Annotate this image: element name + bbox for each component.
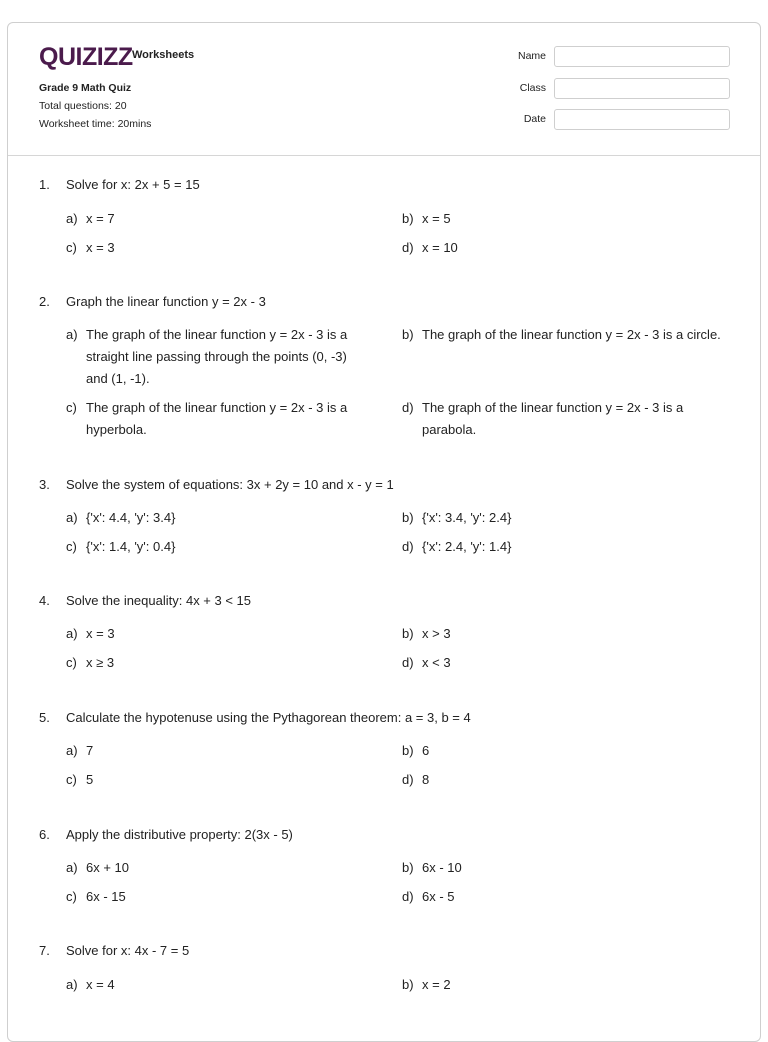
option-letter: b) — [402, 327, 414, 342]
option-letter: d) — [402, 400, 414, 415]
option-text: x = 3 — [86, 626, 115, 641]
option-text: 5 — [86, 772, 94, 787]
option-letter: b) — [402, 977, 414, 992]
question-text: Apply the distributive property: 2(3x - 5) — [66, 827, 293, 842]
option-letter: c) — [66, 889, 77, 904]
option-letter: a) — [66, 510, 78, 525]
option-text: x = 10 — [422, 240, 458, 255]
option-text: x = 4 — [86, 977, 115, 992]
worksheet-header — [8, 23, 760, 156]
class-label: Class — [519, 82, 546, 94]
quizizz-logo: QUIZIZZ — [39, 43, 133, 71]
option-letter: a) — [66, 211, 78, 226]
option-letter: d) — [402, 240, 414, 255]
option-letter: c) — [66, 400, 77, 415]
question-number: 5. — [39, 710, 50, 725]
worksheet-time: Worksheet time: 20mins — [39, 118, 152, 130]
option-text: {'x': 1.4, 'y': 0.4} — [86, 539, 176, 554]
option-text: 6x + 10 — [86, 860, 130, 875]
option-text: The graph of the linear function y = 2x - 3 is a straight line passing through the points (0, -3) and (1, -1). — [86, 327, 348, 386]
option-text: The graph of the linear function y = 2x - 3 is a circle. — [422, 327, 721, 342]
option-letter: b) — [402, 510, 414, 525]
option-text: 6x - 10 — [422, 860, 462, 875]
question-number: 7. — [39, 943, 50, 958]
question-text: Solve the inequality: 4x + 3 < 15 — [66, 593, 252, 608]
option-text: x ≥ 3 — [86, 655, 115, 670]
class-field[interactable] — [554, 78, 730, 99]
question-text: Calculate the hypotenuse using the Pythagorean theorem: a = 3, b = 4 — [66, 710, 471, 725]
option-letter: c) — [66, 240, 77, 255]
option-letter: a) — [66, 977, 78, 992]
question-number: 1. — [39, 177, 50, 192]
option-letter: b) — [402, 211, 414, 226]
option-text: x < 3 — [422, 655, 451, 670]
option-letter: a) — [66, 327, 78, 342]
option-text: 6 — [422, 743, 430, 758]
option-letter: c) — [66, 539, 77, 554]
option-text: x = 7 — [86, 211, 115, 226]
question-text: Solve the system of equations: 3x + 2y = 10 and x - y = 1 — [66, 477, 394, 492]
option-text: x = 2 — [422, 977, 451, 992]
question-text: Graph the linear function y = 2x - 3 — [66, 294, 266, 309]
question-number: 2. — [39, 294, 50, 309]
option-text: x = 5 — [422, 211, 451, 226]
option-text: 6x - 15 — [86, 889, 126, 904]
option-letter: a) — [66, 626, 78, 641]
date-label: Date — [523, 113, 546, 125]
question-number: 3. — [39, 477, 50, 492]
option-text: {'x': 2.4, 'y': 1.4} — [422, 539, 512, 554]
option-text: {'x': 3.4, 'y': 2.4} — [422, 510, 512, 525]
option-text: The graph of the linear function y = 2x - 3 is a hyperbola. — [86, 400, 348, 437]
option-letter: d) — [402, 655, 414, 670]
option-text: {'x': 4.4, 'y': 3.4} — [86, 510, 176, 525]
option-letter: d) — [402, 889, 414, 904]
logo-subtitle: Worksheets — [132, 49, 195, 61]
option-letter: b) — [402, 860, 414, 875]
option-letter: b) — [402, 626, 414, 641]
question-number: 6. — [39, 827, 50, 842]
question-text: Solve for x: 2x + 5 = 15 — [66, 177, 200, 192]
option-letter: d) — [402, 772, 414, 787]
date-field[interactable] — [554, 109, 730, 130]
option-letter: a) — [66, 743, 78, 758]
option-letter: c) — [66, 772, 77, 787]
option-letter: b) — [402, 743, 414, 758]
name-field[interactable] — [554, 46, 730, 67]
name-label: Name — [517, 50, 546, 62]
option-text: 8 — [422, 772, 430, 787]
question-number: 4. — [39, 593, 50, 608]
option-letter: a) — [66, 860, 78, 875]
option-letter: d) — [402, 539, 414, 554]
question-text: Solve for x: 4x - 7 = 5 — [66, 943, 190, 958]
option-text: 7 — [86, 743, 94, 758]
option-text: x = 3 — [86, 240, 115, 255]
option-text: 6x - 5 — [422, 889, 455, 904]
option-text: x > 3 — [422, 626, 451, 641]
total-questions: Total questions: 20 — [39, 100, 127, 112]
option-text: The graph of the linear function y = 2x - 3 is a parabola. — [422, 400, 684, 437]
option-letter: c) — [66, 655, 77, 670]
quiz-title: Grade 9 Math Quiz — [39, 82, 132, 94]
